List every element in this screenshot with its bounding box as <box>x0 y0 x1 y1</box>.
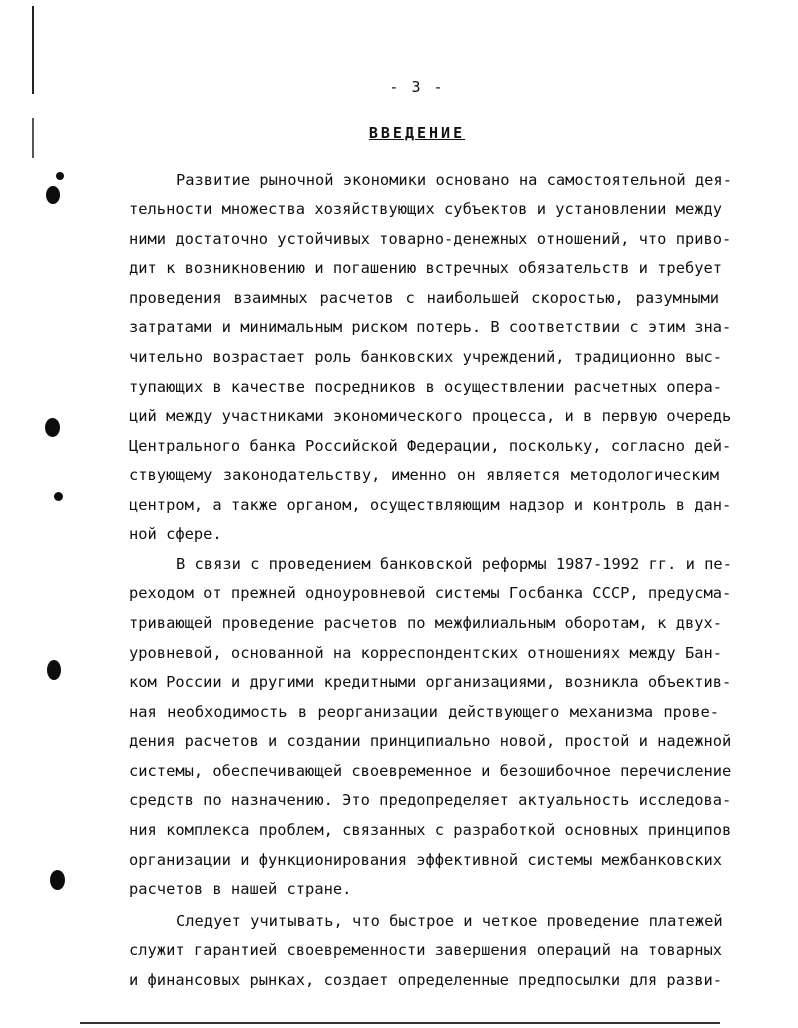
section-title: ВВЕДЕНИЕ <box>368 124 466 142</box>
text-line: тупающих в качестве посредников в осуществлении расчетных опера- <box>129 378 723 396</box>
text-line: дения расчетов и создании принципиально новой, простой и надежной <box>129 732 732 750</box>
punch-hole <box>50 870 65 890</box>
punch-mark <box>54 492 63 501</box>
text-line: ствующему законодательству, именно он является методологическим <box>129 466 719 484</box>
text-line: Следует учитывать, что быстрое и четкое проведение платежей <box>176 912 723 930</box>
text-line: чительно возрастает роль банковских учреждений, традиционно выс- <box>129 348 723 366</box>
text-line: системы, обеспечивающей своевременное и безошибочное перечисление <box>129 762 732 780</box>
text-line: ная необходимость в реорганизации действующего механизма прове- <box>129 703 719 721</box>
punch-hole <box>46 186 60 204</box>
text-line: ком России и другими кредитными организациями, возникла объектив- <box>129 673 732 691</box>
text-line: центром, а также органом, осуществляющим надзор и контроль в дан- <box>129 496 732 514</box>
text-line: ними достаточно устойчивых товарно-денежных отношений, что приво- <box>129 230 732 248</box>
text-line: средств по назначению. Это предопределяет актуальность исследова- <box>129 791 732 809</box>
punch-mark <box>56 172 64 180</box>
page-number: - 3 - <box>389 78 445 96</box>
text-line: и финансовых рынках, создает определенные предпосылки для разви- <box>129 971 723 989</box>
text-line: уровневой, основанной на корреспондентских отношениях между Бан- <box>129 644 723 662</box>
text-line: организации и функционирования эффективной системы межбанковских <box>129 851 723 869</box>
text-line: расчетов в нашей стране. <box>129 880 352 898</box>
page-bottom-rule <box>80 1022 720 1024</box>
text-line: проведения взаимных расчетов с наибольшей скоростью, разумными <box>129 289 719 307</box>
punch-hole <box>47 660 61 680</box>
text-line: тривающей проведение расчетов по межфилиальным оборотам, к двух- <box>129 614 723 632</box>
text-line: служит гарантией своевременности завершения операций на товарных <box>129 941 723 959</box>
text-line: Развитие рыночной экономики основано на самостоятельной дея- <box>176 171 732 189</box>
punch-hole <box>45 418 60 437</box>
text-line: реходом от прежней одноуровневой системы Госбанка СССР, предусма- <box>129 584 732 602</box>
text-line: В связи с проведением банковской реформы 1987-1992 гг. и пе- <box>176 555 732 573</box>
text-line: затратами и минимальным риском потерь. В соответствии с этим зна- <box>129 318 732 336</box>
text-line: тельности множества хозяйствующих субъектов и установлении между <box>129 200 723 218</box>
text-line: Центрального банка Российской Федерации, поскольку, согласно дей- <box>129 437 732 455</box>
text-line: дит к возникновению и погашению встречных обязательств и требует <box>129 259 723 277</box>
text-line: ния комплекса проблем, связанных с разработкой основных принципов <box>129 821 732 839</box>
text-line: ций между участниками экономического процесса, и в первую очередь <box>129 407 732 425</box>
text-line: ной сфере. <box>129 525 222 543</box>
